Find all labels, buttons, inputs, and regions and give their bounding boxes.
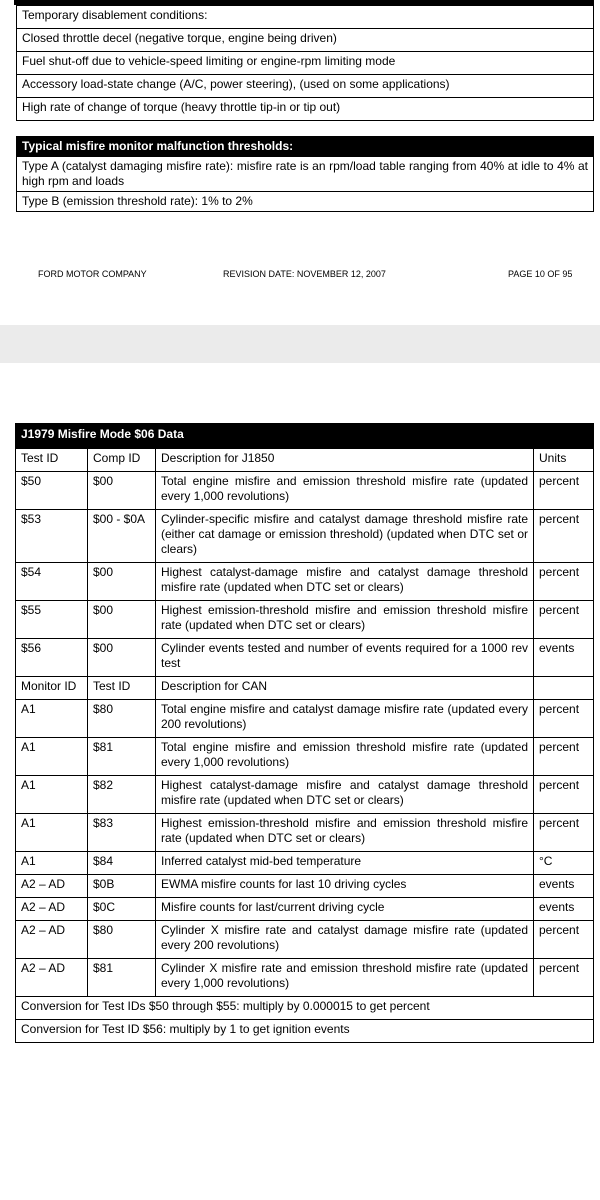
table-row — [17, 137, 594, 157]
units-cell: events — [534, 639, 594, 677]
units-cell: percent — [534, 921, 594, 959]
column-header: Test ID — [88, 677, 156, 700]
test-id-cell: $81 — [88, 738, 156, 776]
conversion-note: Conversion for Test ID $56: multiply by 1 to get ignition events — [16, 1020, 594, 1043]
table-row — [17, 75, 594, 98]
description-cell: Total engine misfire and emission threshold misfire rate (updated every 1,000 revolutions) — [156, 472, 534, 510]
page-separator — [0, 325, 600, 363]
footer-revision-date: REVISION DATE: NOVEMBER 12, 2007 — [223, 269, 386, 279]
table-row — [17, 192, 594, 212]
units-cell: percent — [534, 959, 594, 997]
table-row — [16, 959, 594, 997]
monitor-id-cell: A1 — [16, 814, 88, 852]
table-row — [17, 52, 594, 75]
conversion-note: Conversion for Test IDs $50 through $55: multiply by 0.000015 to get percent — [16, 997, 594, 1020]
units-cell: percent — [534, 738, 594, 776]
description-cell: Cylinder X misfire rate and emission threshold misfire rate (updated every 1,000 revolutions) — [156, 959, 534, 997]
test-id-cell: $80 — [88, 921, 156, 959]
monitor-id-cell: A2 – AD — [16, 875, 88, 898]
monitor-id-cell: A1 — [16, 738, 88, 776]
test-id-cell: $55 — [16, 601, 88, 639]
test-id-cell: $80 — [88, 700, 156, 738]
test-id-cell: $0C — [88, 898, 156, 921]
units-cell: °C — [534, 852, 594, 875]
table-row — [16, 1020, 594, 1043]
units-cell: percent — [534, 563, 594, 601]
monitor-id-cell: A1 — [16, 700, 88, 738]
description-cell: Highest emission-threshold misfire and emission threshold misfire rate (updated when DTC set or clears) — [156, 601, 534, 639]
comp-id-cell: $00 — [88, 563, 156, 601]
table-row — [17, 157, 594, 192]
column-header — [534, 677, 594, 700]
table-header-row — [16, 449, 594, 472]
comp-id-cell: $00 — [88, 601, 156, 639]
table-row — [16, 510, 594, 563]
units-cell: percent — [534, 814, 594, 852]
units-cell: events — [534, 875, 594, 898]
description-cell: Highest emission-threshold misfire and emission threshold misfire rate (updated when DTC set or clears) — [156, 814, 534, 852]
monitor-id-cell: A2 – AD — [16, 898, 88, 921]
table-row — [16, 898, 594, 921]
test-id-cell: $50 — [16, 472, 88, 510]
test-id-cell: $82 — [88, 776, 156, 814]
table-row — [16, 814, 594, 852]
footer-company: FORD MOTOR COMPANY — [38, 269, 147, 279]
thresholds-table — [16, 136, 594, 212]
table-row — [16, 921, 594, 959]
condition-cell: Accessory load-state change (A/C, power steering), (used on some applications) — [17, 75, 594, 98]
comp-id-cell: $00 - $0A — [88, 510, 156, 563]
description-cell: Cylinder events tested and number of events required for a 1000 rev test — [156, 639, 534, 677]
test-id-cell: $0B — [88, 875, 156, 898]
column-header: Description for CAN — [156, 677, 534, 700]
table-row — [16, 601, 594, 639]
table-row — [16, 776, 594, 814]
table-row — [16, 563, 594, 601]
description-cell: Highest catalyst-damage misfire and catalyst damage threshold misfire rate (updated when DTC set or clears) — [156, 776, 534, 814]
disablement-conditions-table — [16, 5, 594, 121]
condition-cell: Closed throttle decel (negative torque, engine being driven) — [17, 29, 594, 52]
condition-cell: High rate of change of torque (heavy throttle tip-in or tip out) — [17, 98, 594, 121]
description-cell: Total engine misfire and catalyst damage misfire rate (updated every 200 revolutions) — [156, 700, 534, 738]
mode06-title: J1979 Misfire Mode $06 Data — [16, 424, 594, 449]
threshold-cell: Type A (catalyst damaging misfire rate): misfire rate is an rpm/load table ranging from 40% at idle to 4% at high rpm and loads — [17, 157, 594, 192]
table-row — [17, 98, 594, 121]
column-header: Comp ID — [88, 449, 156, 472]
test-id-cell: $81 — [88, 959, 156, 997]
test-id-cell: $56 — [16, 639, 88, 677]
table-row — [16, 424, 594, 449]
units-cell: percent — [534, 472, 594, 510]
column-header: Units — [534, 449, 594, 472]
units-cell: percent — [534, 510, 594, 563]
table-row — [17, 29, 594, 52]
units-cell: percent — [534, 601, 594, 639]
test-id-cell: $54 — [16, 563, 88, 601]
description-cell: Cylinder-specific misfire and catalyst damage threshold misfire rate (either cat damage or emission threshold) (updated when DTC set or clears) — [156, 510, 534, 563]
test-id-cell: $84 — [88, 852, 156, 875]
document-page-top — [0, 0, 600, 325]
description-cell: Cylinder X misfire rate and catalyst damage misfire rate (updated every 200 revolutions) — [156, 921, 534, 959]
test-id-cell: $83 — [88, 814, 156, 852]
description-cell: EWMA misfire counts for last 10 driving cycles — [156, 875, 534, 898]
comp-id-cell: $00 — [88, 472, 156, 510]
table-header-cell: Temporary disablement conditions: — [17, 6, 594, 29]
mode06-table — [15, 423, 594, 1043]
column-header: Test ID — [16, 449, 88, 472]
table-row — [16, 997, 594, 1020]
monitor-id-cell: A2 – AD — [16, 921, 88, 959]
monitor-id-cell: A2 – AD — [16, 959, 88, 997]
units-cell: events — [534, 898, 594, 921]
table-row — [16, 639, 594, 677]
condition-cell: Fuel shut-off due to vehicle-speed limiting or engine-rpm limiting mode — [17, 52, 594, 75]
thresholds-header: Typical misfire monitor malfunction thresholds: — [17, 137, 594, 157]
footer-page-number: PAGE 10 OF 95 — [508, 269, 573, 279]
monitor-id-cell: A1 — [16, 852, 88, 875]
units-cell: percent — [534, 776, 594, 814]
table-row — [16, 852, 594, 875]
description-cell: Highest catalyst-damage misfire and catalyst damage threshold misfire rate (updated when DTC set or clears) — [156, 563, 534, 601]
description-cell: Inferred catalyst mid-bed temperature — [156, 852, 534, 875]
description-cell: Misfire counts for last/current driving cycle — [156, 898, 534, 921]
table-row — [16, 738, 594, 776]
monitor-id-cell: A1 — [16, 776, 88, 814]
column-header: Monitor ID — [16, 677, 88, 700]
units-cell: percent — [534, 700, 594, 738]
comp-id-cell: $00 — [88, 639, 156, 677]
table-header-row — [16, 677, 594, 700]
table-row — [16, 875, 594, 898]
description-cell: Total engine misfire and emission threshold misfire rate (updated every 1,000 revolutions) — [156, 738, 534, 776]
column-header: Description for J1850 — [156, 449, 534, 472]
test-id-cell: $53 — [16, 510, 88, 563]
table-row — [16, 472, 594, 510]
table-row — [16, 700, 594, 738]
threshold-cell: Type B (emission threshold rate): 1% to 2% — [17, 192, 594, 212]
table-row — [17, 6, 594, 29]
